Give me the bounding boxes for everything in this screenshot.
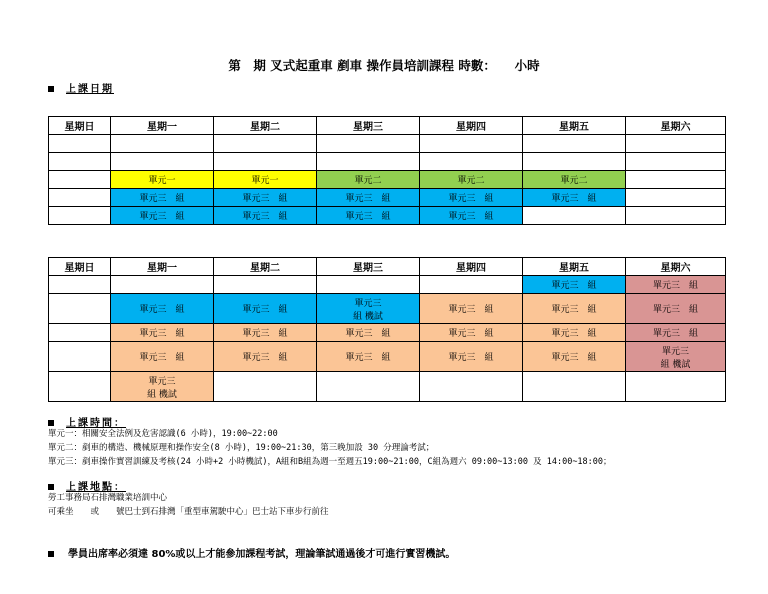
schedule-row — [49, 276, 726, 294]
schedule-row — [49, 372, 726, 402]
schedule-cell — [420, 372, 523, 402]
schedule-cell: 單元三 組 — [317, 189, 420, 207]
schedule-row — [49, 294, 726, 324]
schedule-cell: 單元三 組 — [420, 342, 523, 372]
schedule-cell: 單元三 組 — [111, 324, 214, 342]
schedule-row — [49, 153, 726, 171]
schedule-row — [49, 171, 726, 189]
schedule-cell: 單元三 組 機試 — [317, 294, 420, 324]
attendance-notice-text: 學員出席率必須達 80%或以上才能參加課程考試，理論筆試通過後才可進行實習機試。 — [68, 549, 456, 560]
schedule-cell: 單元三 組 — [523, 342, 626, 372]
schedule-cell: 單元三 組 — [111, 207, 214, 225]
day-header: 星期一 — [111, 258, 214, 276]
schedule-cell: 單元三 組 — [111, 294, 214, 324]
day-header: 星期三 — [317, 117, 420, 135]
schedule-cell — [49, 324, 111, 342]
schedule-cell — [317, 153, 420, 171]
day-header: 星期一 — [111, 117, 214, 135]
day-header: 星期四 — [420, 258, 523, 276]
section-dates — [48, 80, 114, 95]
schedule-cell: 單元三 組 — [317, 342, 420, 372]
schedule-cell — [214, 153, 317, 171]
schedule-cell: 單元三 組 — [214, 324, 317, 342]
schedule-cell: 單元三 組 — [111, 189, 214, 207]
schedule-cell — [626, 171, 726, 189]
schedule-cell: 單元三 組 — [420, 207, 523, 225]
schedule-table-1 — [48, 116, 726, 225]
schedule-cell: 單元三 組 — [214, 342, 317, 372]
day-header: 星期二 — [214, 258, 317, 276]
schedule-cell: 單元二 — [420, 171, 523, 189]
schedule-cell — [626, 153, 726, 171]
schedule-cell — [214, 372, 317, 402]
schedule-cell — [317, 276, 420, 294]
location-lines — [48, 491, 329, 519]
schedule-cell — [523, 153, 626, 171]
schedule-cell — [49, 135, 111, 153]
schedule-row — [49, 324, 726, 342]
day-header: 星期三 — [317, 258, 420, 276]
bullet-icon — [48, 551, 54, 557]
schedule-cell: 單元三 組 — [523, 276, 626, 294]
day-header: 星期六 — [626, 258, 726, 276]
schedule-cell — [420, 276, 523, 294]
schedule-cell — [420, 153, 523, 171]
location-line-1: 勞工事務局石排灣職業培訓中心 — [48, 493, 168, 503]
schedule-cell — [111, 153, 214, 171]
day-header: 星期五 — [523, 258, 626, 276]
schedule-cell — [49, 207, 111, 225]
schedule-cell: 單元一 — [214, 171, 317, 189]
schedule-cell: 單元三 組 — [111, 342, 214, 372]
schedule-cell: 單元三 組 — [523, 189, 626, 207]
bullet-icon — [48, 86, 54, 92]
day-header: 星期四 — [420, 117, 523, 135]
day-header: 星期二 — [214, 117, 317, 135]
schedule-cell: 單元三 組 — [523, 324, 626, 342]
schedule-cell: 單元三 組 — [626, 294, 726, 324]
page-title: 第 期 叉式起重車 剷車 操作員培訓課程 時數： 小時 — [228, 58, 540, 73]
time-line-2: 單元二：剷車的構造、機械原理和操作安全(8 小時)，19:00~21:30，第三晚加設 30 分理論考試； — [48, 443, 435, 453]
schedule-cell — [214, 135, 317, 153]
schedule-cell — [49, 153, 111, 171]
schedule-cell — [111, 135, 214, 153]
time-line-1: 單元一：相關安全法例及危害認識(6 小時)，19:00~22:00 — [48, 429, 278, 439]
schedule-cell — [626, 207, 726, 225]
bullet-icon — [48, 420, 54, 426]
schedule-cell: 單元三 組 — [523, 294, 626, 324]
schedule-cell — [49, 294, 111, 324]
schedule-cell: 單元三 組 — [214, 189, 317, 207]
schedule-cell — [111, 276, 214, 294]
schedule-cell: 單元三 組 機試 — [626, 342, 726, 372]
schedule-cell: 單元二 — [523, 171, 626, 189]
schedule-cell — [626, 135, 726, 153]
schedule-cell — [626, 189, 726, 207]
bullet-icon — [48, 484, 54, 490]
schedule-cell — [214, 276, 317, 294]
schedule-cell — [49, 276, 111, 294]
time-lines — [48, 427, 612, 469]
attendance-notice — [48, 545, 455, 560]
schedule-cell: 單元三 組 — [317, 207, 420, 225]
schedule-cell: 單元三 組 — [420, 294, 523, 324]
schedule-cell — [317, 372, 420, 402]
schedule-cell — [523, 207, 626, 225]
schedule-cell — [523, 135, 626, 153]
day-header: 星期六 — [626, 117, 726, 135]
schedule-cell — [523, 372, 626, 402]
schedule-cell — [420, 135, 523, 153]
schedule-cell: 單元三 組 — [317, 324, 420, 342]
schedule-cell: 單元三 組 — [214, 294, 317, 324]
schedule-cell: 單元三 組 — [626, 276, 726, 294]
day-header: 星期五 — [523, 117, 626, 135]
day-header: 星期日 — [49, 258, 111, 276]
schedule-cell: 單元三 組 — [626, 324, 726, 342]
location-line-2: 可乘坐 或 號巴士到石排灣「重型車駕駛中心」巴士站下車步行前往 — [48, 507, 329, 517]
schedule-row — [49, 189, 726, 207]
section-dates-label: 上課日期 — [66, 84, 114, 95]
schedule-cell — [49, 342, 111, 372]
day-header: 星期日 — [49, 117, 111, 135]
schedule-cell: 單元三 組 機試 — [111, 372, 214, 402]
schedule-cell — [49, 189, 111, 207]
time-line-3: 單元三：剷車操作實習訓練及考核(24 小時+2 小時機試)，A組和B組為週一至週五19:00~21:00，C組為週六 09:00~13:00 及 14:00~18:00； — [48, 457, 612, 467]
schedule-cell: 單元三 組 — [420, 189, 523, 207]
schedule-cell: 單元三 組 — [420, 324, 523, 342]
schedule-row — [49, 135, 726, 153]
section-location-label: 上課地點： — [66, 482, 126, 493]
schedule-row — [49, 342, 726, 372]
schedule-cell: 單元三 組 — [214, 207, 317, 225]
schedule-row — [49, 207, 726, 225]
section-time-label: 上課時間： — [66, 418, 126, 429]
schedule-cell — [49, 171, 111, 189]
schedule-cell — [626, 372, 726, 402]
schedule-cell: 單元二 — [317, 171, 420, 189]
schedule-cell — [317, 135, 420, 153]
schedule-table-2 — [48, 257, 726, 402]
schedule-cell — [49, 372, 111, 402]
schedule-cell: 單元一 — [111, 171, 214, 189]
